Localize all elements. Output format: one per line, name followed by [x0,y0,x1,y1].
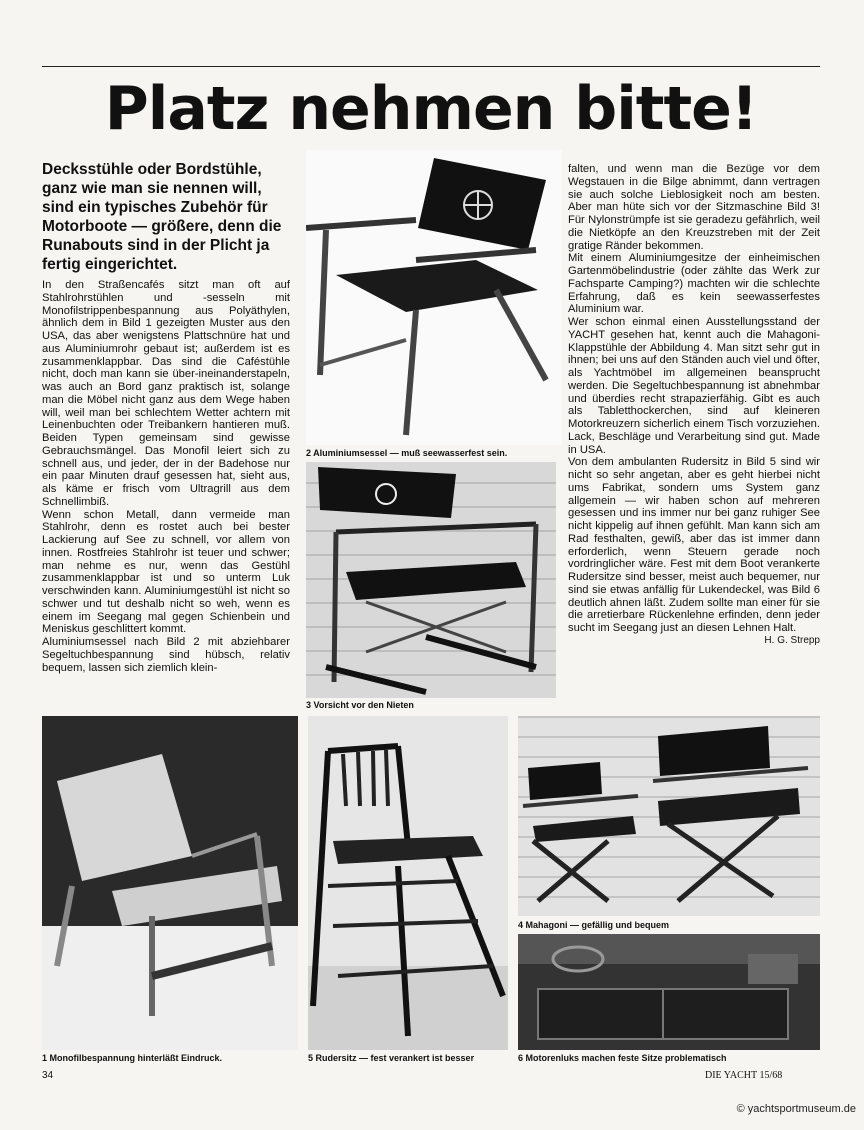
body-paragraph: Von dem ambulanten Rudersitz in Bild 5 sind wir nicht so sehr angetan, aber es geht hierbei nicht ums Fabrikat, sondern ums System ganz allgemein — wir haben schon auf mehreren gesessen und ins immer nur bei ganz ruhiger See nicht kippelig auf ihnen gefühlt. Man kann sich am Rad festhalten, gewiß, aber das ist immer dann erforderlich, wenn Steuern gerade noch vordringlicher wäre. Fest mit dem Boot verankerte Rudersitze sind besser, meist auch bequemer, nur sind sie etwas anfällig für Lukendeckel, was Bild 6 deutlich ahnen läßt. Zudem sollte man einer für sie die arretierbare Rückenlehne erfinden, denn jeder sucht im Seegang just an diesen Lehnen Halt. [568,456,820,634]
photo-caption: 5 Rudersitz — fest verankert ist besser [308,1053,475,1063]
photo-3-folding-chair [306,462,556,698]
photo-2-aluminium-armchair [306,150,562,445]
photo-5-helm-seat [308,716,508,1050]
top-rule [42,66,820,67]
watermark: © yachtsportmuseum.de [736,1103,856,1115]
body-paragraph: Wenn schon Metall, dann vermeide man Stahlrohr, denn es rostet auch bei bester Lackierung auf See zu schnell, vor allem von innen. Rostfreies Stahlrohr ist teuer und schwer; man nehme es nur, wenn das Gestühl zusammenklappbar ist und so unterm Luk verschwinden kann. Aluminiumgestühl ist nicht so schwer und tut deshalb nicht so weh, wenn es einem im Seegang mal gegen Schienbein und Meniskus geschlittert kommt. [42,508,290,636]
magazine-issue: DIE YACHT 15/68 [705,1070,783,1081]
monofil-chair-illustration [42,716,298,1050]
photo-6-engine-hatch [518,934,820,1050]
lead-paragraph: Decksstühle oder Bordstühle, ganz wie man sie nennen will, sind ein typisches Zubehör für Motorboote — größere, denn die Runabouts sind in der Plicht ja fertig eingerichtet. [42,161,282,273]
body-paragraph: Wer schon einmal einen Ausstellungsstand der YACHT gesehen hat, kennt auch die Mahagoni-Klappstühle der Abbildung 4. Man sitzt sehr gut in ihnen; bei uns auf den Ständen auch viel und öfter, als Yachtmöbel im allgemeinen beansprucht werden. Die Segeltuchbespannung ist abnehmbar und überdies recht strapazierfähig. Gibt es auch als Tabletthockerchen, sind auf kleineren Motorkreuzern sicherlich einem Tisch vorzuziehen. Lack, Beschläge und Verarbeitung sind gut. Made in USA. [568,316,820,456]
article-column-right [568,163,820,648]
photo-caption: 2 Aluminiumsessel — muß seewasserfest sein. [306,448,508,458]
engine-hatch-illustration [518,934,820,1050]
helm-seat-illustration [308,716,508,1050]
article-column-left [42,279,290,674]
body-paragraph: Aluminiumsessel nach Bild 2 mit abziehbarer Segeltuchbespannung sind hübsch, relativ bequem, lassen sich ziemlich klein- [42,636,290,674]
author-signature: H. G. Strepp [764,634,820,646]
photo-1-monofil-chair [42,716,298,1050]
body-paragraph: In den Straßencafés sitzt man oft auf Stahlrohrstühlen und -sesseln mit Monofilstrippenbespannung aus Polyäthylen, ähnlich dem in Bild 1 gezeigten Muster aus den USA, das aber wenigstens Plattschnüre hat und aus Aluminiumrohr gebaut ist; außerdem ist es zusammenklappbar. Das sind die Caféstühle nicht, doch man kann sie über-ineinanderstapeln, was auch an Bord ganz praktisch ist, solange man die Möbel nicht ganz aus dem Wege haben will, weil man bei schlechtem Wetter achtern mit Leinenbuchten oder Treibankern hantieren muß. Beiden Typen gemeinsam sind gewisse Gebrauchsmängel. Das Monofil leiert sich zu schnell aus, und jeder, der in der Badehose nur ein paar Minuten drauf gesessen hat, sieht aus, als käme er frisch vom Ultragrill aus dem Schnellimbiß. [42,279,290,508]
folding-chair-illustration [306,462,556,698]
photo-caption: 6 Motorenluks machen feste Sitze problematisch [518,1053,727,1063]
photo-caption: 4 Mahagoni — gefällig und bequem [518,920,670,930]
armchair-illustration [306,150,562,445]
body-paragraph: Mit einem Aluminiumgesitze der einheimischen Gartenmöbelindustrie (oder zählte das Werk zur Fachsparte Camping?) machten wir die schlechte Erfahrung, daß es kein seewasserfestes Aluminium war. [568,252,820,316]
body-paragraph: falten, und wenn man die Bezüge vor dem Wegstauen in die Bilge abnimmt, dann vertragen sie auch solche Lieblosigkeit noch am besten. Aber man hüte sich vor der Sitzmaschine Bild 3! Für Nylonstrümpfe ist sie geradezu gefährlich, weil die Nietköpfe an den Kreuzstreben mit der Zeit gratige Ränder bekommen. [568,163,820,252]
photo-caption: 3 Vorsicht vor den Nieten [306,700,414,710]
photo-4-mahogany-chairs [518,716,820,916]
director-chairs-illustration [518,716,820,916]
page-number: 34 [42,1070,54,1081]
photo-caption: 1 Monofilbespannung hinterläßt Eindruck. [42,1053,223,1063]
page-title: Platz nehmen bitte! [104,74,758,144]
